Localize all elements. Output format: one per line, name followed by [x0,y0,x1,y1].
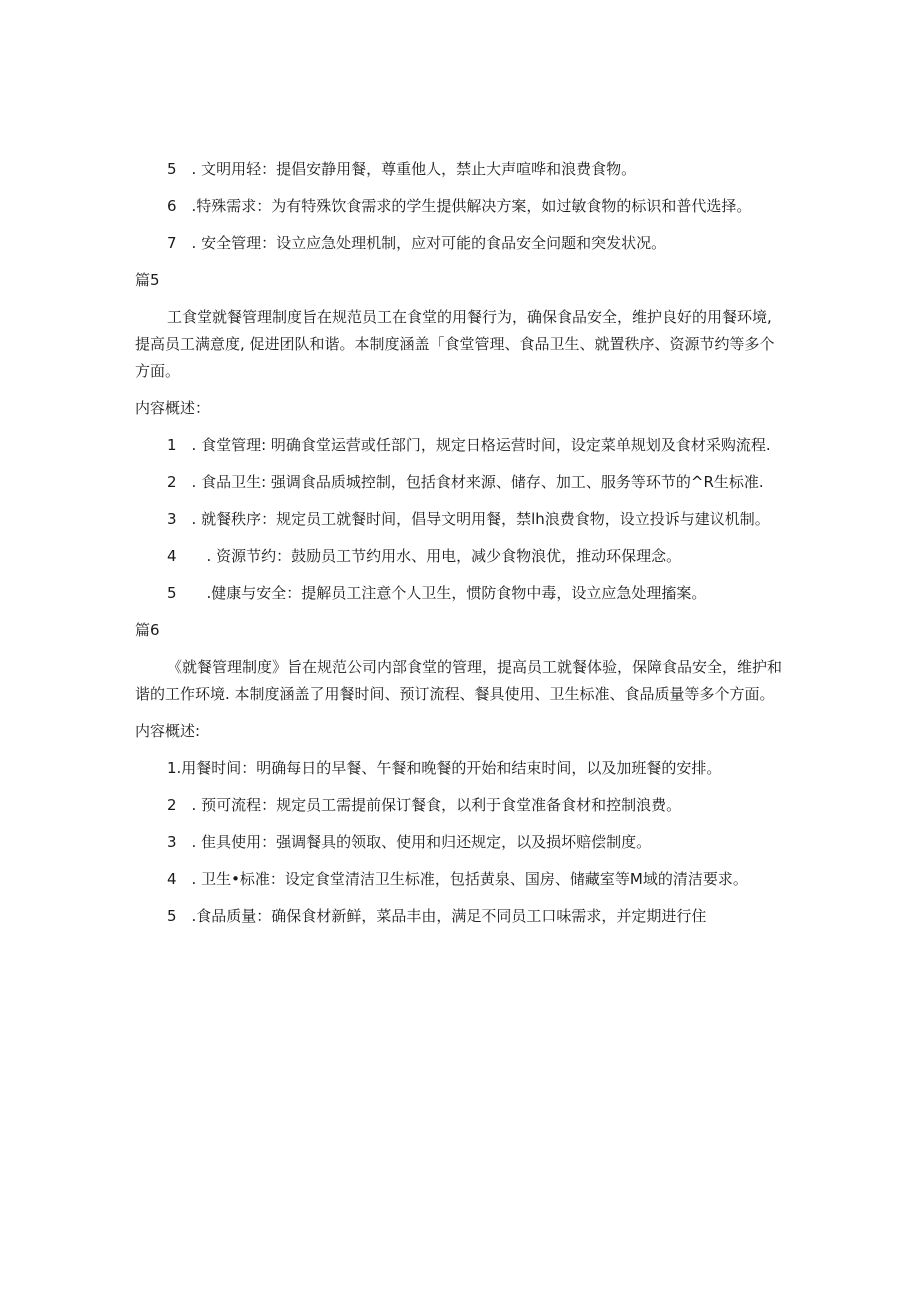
list-item: 3 . 就餐秩序：规定员工就餐时间，倡导文明用餐，禁lh浪费食物，设立投诉与建议机制。 [167,510,770,528]
list-item: 5 .健康与安全：提解员工注意个人卫生，惯防食物中毒，设立应急处理搐案。 [167,584,707,602]
list-item: 2 . 预可流程：规定员工需提前保订餐食，以利于食堂准备食材和控制浪费。 [167,796,682,814]
list-item: 2 . 食品卫生: 强调食品质城控制，包括食材来源、储存、加工、服务等环节的^R生标准. [167,473,764,491]
section-intro: 工食堂就餐管理制度旨在规范员工在食堂的用餐行为，确保食品安全，维护良好的用餐环境, 提高员工满意度, 促进团队和谐。本制度涵盖「食堂管理、食品卫生、就置秩序、资源节约等多个方面。 [135,308,775,380]
list-item: 5 .食品质量：确保食材新鲜，菜品丰由，满足不同员工口味需求，并定期进行住 [167,907,707,925]
document-page [135,156,787,940]
list-item: 6 .特殊需求：为有特殊饮食需求的学生提供解决方案，如过敏食物的标识和普代选择。 [167,197,752,215]
list-item: 5 . 文明用轻：提倡安静用餐，尊重他人，禁止大声喧哗和浪费食物。 [167,160,637,178]
list-item: 1.用餐时间：明确每日的早餐、午餐和晚餐的开始和结束时间，以及加班餐的安排。 [167,759,722,777]
list-item: 4 . 资源节约：鼓励员工节约用水、用电，减少食物浪优，推动环保理念。 [167,547,682,565]
section-title: 篇6 [135,621,160,639]
list-item: 1 . 食堂管理: 明确食堂运营或任部门，规定日格运营时间，设定菜单规划及食材采购流程. [167,436,771,454]
list-item: 7 . 安全管理：设立应急处理机制，应对可能的食品安全问题和突发状况。 [167,234,667,252]
overview-label: 内容概述: [135,722,201,740]
list-item: 3 . 隹具使用：强调餐具的领取、使用和归还规定，以及损坏赔偿制度。 [167,833,652,851]
section-title: 篇5 [135,271,160,289]
section-intro: 《就餐管理制度》旨在规范公司内部食堂的管理，提高员工就餐体验，保障食品安全，维护和谐的工作环境. 本制度涵盖了用餐时间、预订流程、餐具使用、卫生标准、食品质量等多个方面。 [135,658,783,703]
list-item: 4 . 卫生•标准：设定食堂清洁卫生标准，包括黄泉、国房、储藏室等M域的清洁要求。 [167,870,748,888]
overview-label: 内容概述： [135,399,211,417]
